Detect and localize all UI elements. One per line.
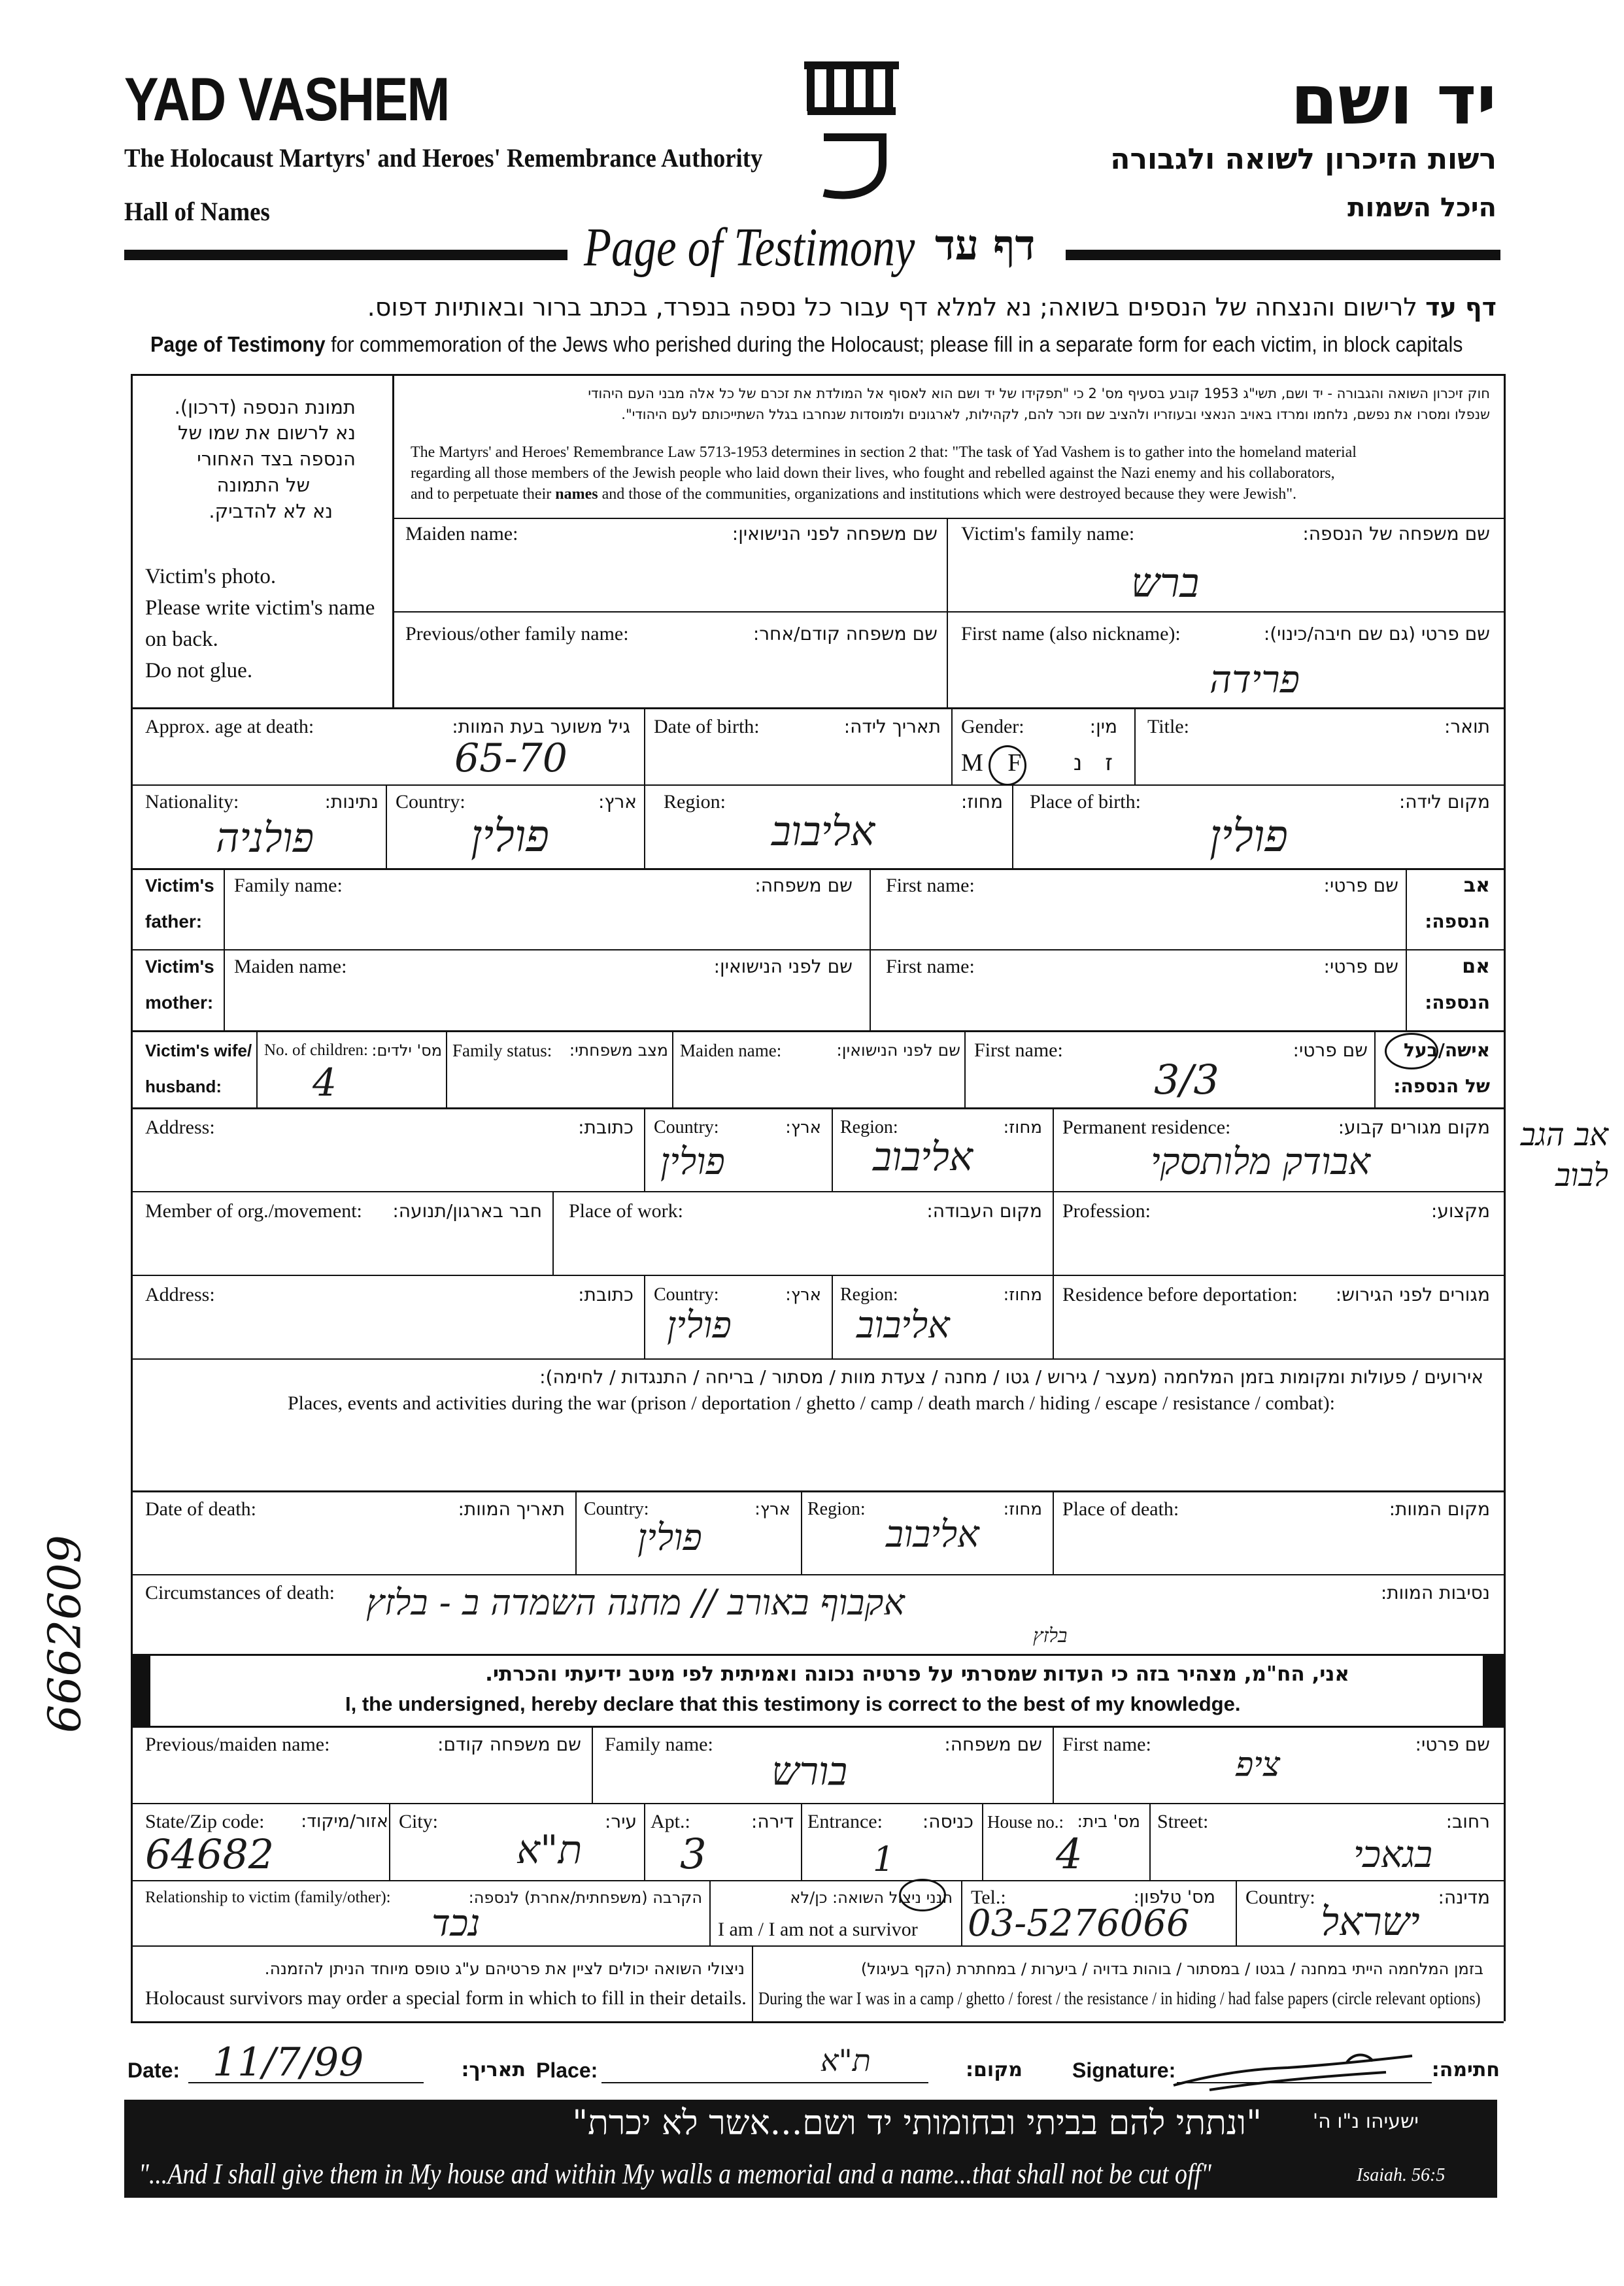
nationality-label-en: Nationality: [145,791,239,813]
law-bottom [392,518,1504,519]
footer-quote-he-src: ישעיהו נ"ו ה' [1312,2110,1419,2133]
row-org-top [131,1191,1504,1192]
death-region-label-en: Region: [807,1499,866,1519]
spouse-he-1: אישה/בעל [1404,1039,1490,1061]
mother-he-2: הנספה: [1425,992,1490,1013]
row-death-top [131,1490,1504,1492]
address-country-label-he: ארץ: [785,1118,821,1137]
address-country-value: פולין [660,1141,725,1183]
hall-en: Hall of Names [124,197,270,226]
first-name-label-en: First name (also nickname): [961,623,1181,645]
footer-quote-en: "...And I shall give them in My house and within My walls a memorial and a name...that shall not be cut off" [139,2158,1211,2190]
row-nat-top [131,784,1504,786]
dob-label-en: Date of birth: [654,716,760,737]
profession-label-he: מקצוע: [1430,1200,1490,1222]
city-label-he: עיר: [604,1811,637,1832]
gender-label-en: Gender: [961,716,1024,737]
res-before-label-en: Residence before deportation: [1062,1284,1298,1305]
circumstances-sub: בלזץ [1033,1624,1068,1647]
addr-split2 [832,1107,833,1191]
addr2-split3 [1053,1275,1054,1358]
family-status-label-en: Family status: [452,1041,552,1060]
hall-he: היכל השמות [1347,193,1497,223]
place-work-label-en: Place of work: [569,1200,683,1222]
victim-family-name-label-en: Victim's family name: [961,523,1135,545]
tel-value: 03-5276066 [968,1902,1190,1945]
footer-quote-en-src: Isaiah. 56:5 [1357,2165,1446,2185]
relationship-value: נכד [431,1902,481,1945]
margin-number: 6662609 [39,1535,92,1733]
approx-age-value: 65-70 [454,735,567,781]
row-addr2-top [131,1275,1504,1276]
gender-options[interactable]: M F [961,749,1031,777]
address-region-label-en: Region: [840,1117,898,1137]
nat-split2 [644,784,645,868]
notes-split [752,1945,753,2021]
survivor-label-en[interactable]: I am / I am not a survivor [718,1919,918,1940]
survivors-note-he: ניצולי השואה יכולים לציין את פרטיהם ע"ג טופס מיוחד הניתן להזמנה. [264,1959,745,1978]
age-split3 [1134,707,1136,784]
num-children-value: 4 [313,1060,337,1105]
date-death-label-he: תאריך המוות: [458,1498,565,1520]
zip-split5 [1149,1803,1151,1880]
city-label-en: City: [399,1811,439,1832]
country2-label-he: מדינה: [1438,1887,1490,1908]
country2-label-en: Country: [1245,1887,1315,1908]
law-he-2: שנפלו ומסרו את נפשם, נלחמו ומרדו באויב הנאצי ובעוזריו ולהציב שם וזכר להם, לקהילות, לארגונים ולמוסדות שנחרבו בגלל השתייכותם לעם היהודי". [621,407,1490,422]
first-name-value: פרידה [1210,657,1300,701]
permanent-res-value: אבודק מלותסקי [1151,1141,1370,1183]
frame-right [1504,374,1506,2021]
house-no-label-he: מס' בית: [1077,1812,1140,1832]
witness-family-label-he: שם משפחה: [944,1734,1042,1755]
country-label-he: ארץ: [598,791,637,813]
instruction-he-text: לרישום והנצחה של הנספים בשואה; נא למלא דף עבור כל נספה בנפרד, בכתב ברור ובאותיות דפוס. [367,293,1418,322]
form-title-he: דף עד [935,221,1036,270]
age-split2 [951,707,953,784]
photo-en-1: Victim's photo. [145,565,277,588]
house-no-value: 4 [1056,1830,1083,1879]
instruction-he-bold: דף עד [1425,293,1497,322]
address2-region-label-he: מחוז: [1003,1285,1042,1305]
wife-split3 [672,1030,673,1107]
row-war-top [131,1358,1504,1360]
death-region-label-he: מחוז: [1003,1500,1042,1519]
instruction-en [150,332,1463,357]
declaration-he: אני, הח"מ, מצהיר בזה כי העדות שמסרתי על פרטיה נכונה ואמיתית לפי מיטב ידיעתי והכרתי. [485,1662,1349,1686]
witness-first-label-he: שם פרטי: [1415,1734,1490,1755]
spouse-first-name-value: 3/3 [1154,1056,1219,1103]
address2-label-en: Address: [145,1284,215,1305]
footer-banner [124,2100,1497,2198]
father-he-2: הנספה: [1425,911,1490,932]
zip-split3 [801,1803,802,1880]
spouse-maiden-label-en: Maiden name: [680,1041,782,1060]
survivors-note-en: Holocaust survivors may order a special form in which to fill in their details. [145,1987,747,2009]
circumstances-label-he: נסיבות המוות: [1380,1582,1490,1604]
father-family-name-label-en: Family name: [234,875,343,896]
father-first-name-label-en: First name: [886,875,975,896]
tel-label-en: Tel.: [971,1887,1006,1908]
approx-age-label-en: Approx. age at death: [145,716,314,737]
country2-value: ישראל [1321,1899,1420,1945]
declaration-en: I, the undersigned, hereby declare that this testimony is correct to the best of my knowledge. [345,1692,1241,1715]
spouse-first-name-label-he: שם פרטי: [1293,1039,1368,1061]
name-mid [392,611,1504,613]
wife-split5 [1374,1030,1376,1107]
dob-label-he: תאריך לידה: [843,716,941,737]
org-name-he: יד ושם [1291,60,1497,140]
first-name-label-he: שם פרטי (גם שם חיבה/כינוי): [1263,623,1490,645]
mother-maiden-label-en: Maiden name: [234,956,347,977]
place-label-he: מקום: [966,2059,1023,2081]
apt-label-he: דירה: [751,1811,794,1832]
photo-en-3: on back. [145,628,218,651]
addr-split3 [1053,1107,1054,1191]
place-death-label-en: Place of death: [1062,1498,1179,1520]
row-circ-top [131,1574,1504,1575]
mother-maiden-label-he: שם לפני הנישואין: [713,956,853,977]
maiden-name-label-en: Maiden name: [405,523,518,545]
mother-victims-label: Victim's [145,956,214,977]
city-value: ת"א [516,1827,583,1873]
place-label-en: Place: [536,2059,598,2082]
wife-split4 [964,1030,966,1107]
circumstances-value: אקבוף באורב // מחנה השמדה ב - בלזץ [366,1582,905,1623]
form-title-en: Page of Testimony [584,217,915,278]
father-victims-label: Victim's [145,875,214,896]
address2-region-label-en: Region: [840,1285,898,1305]
wife-split2 [446,1030,447,1107]
father-first-name-label-he: שם פרטי: [1323,875,1398,896]
date-death-label-en: Date of death: [145,1498,256,1520]
photo-he-3: הנספה בצד האחורי [197,448,356,470]
frame-bottom [131,2021,1504,2023]
row-rel-top [131,1880,1504,1881]
wit-split1 [592,1726,593,1803]
photo-box-right [392,374,394,707]
address-label-en: Address: [145,1117,215,1138]
family-status-label-he: מצב משפחתי: [569,1041,668,1060]
photo-he-1: תמונת הנספה (דרכון). [174,396,356,418]
survivor-circle [899,1879,946,1911]
nat-split1 [386,784,387,868]
row-notes-top [131,1945,1504,1947]
member-org-label-en: Member of org./movement: [145,1200,362,1222]
pob-value: פולין [1210,811,1288,862]
gender-circle-f [989,745,1026,786]
entrance-label-en: Entrance: [807,1811,883,1832]
row-decl-top [131,1654,1504,1656]
spouse-maiden-label-he: שם לפני הנישואין: [836,1041,960,1060]
death-country-label-he: ארץ: [754,1500,790,1519]
address2-country-value: פולין [667,1304,732,1347]
apt-label-en: Apt.: [651,1811,690,1832]
profession-label-en: Profession: [1062,1200,1151,1222]
place-underline [601,2082,928,2083]
row-address-top [131,1107,1504,1109]
house-no-label-en: House no.: [987,1812,1064,1832]
date-label-en: Date: [127,2059,180,2082]
instruction-en-bold: Page of Testimony [150,332,326,356]
gender-options-he[interactable]: ז נ [1073,750,1121,776]
rel-split2 [961,1880,962,1945]
witness-first-value: ציפ [1236,1745,1281,1785]
death-country-value: פולין [637,1517,702,1559]
zip-label-he: אזור/מיקוד: [301,1811,388,1832]
gender-label-he: מין: [1089,716,1117,737]
row-wife-top [131,1030,1504,1032]
apt-value: 3 [680,1830,707,1879]
country-value: פולין [471,811,549,862]
photo-en-4: Do not glue. [145,659,253,682]
title-label-he: תואר: [1444,716,1490,737]
country-label-en: Country: [396,791,465,813]
permanent-res-label-he: מקום מגורים קבוע: [1338,1117,1490,1138]
maiden-name-label-he: שם משפחה לפני הנישואין: [732,523,938,545]
wit-split2 [1053,1726,1054,1803]
relationship-label-en: Relationship to victim (family/other): [145,1889,391,1906]
street-label-he: רחוב: [1446,1811,1490,1832]
place-death-label-he: מקום המוות: [1389,1498,1490,1520]
place-value: ת"א [820,2043,871,2078]
nationality-label-he: נתינות: [324,791,379,813]
footer-quote-he: "ונתתי להם בביתי ובחומותי יד ושם...אשר לא יכרת" [572,2104,1262,2143]
photo-he-2: נא לרשום את שמו של [177,422,356,444]
zip-split1 [389,1803,390,1880]
region-label-he: מחוז: [960,791,1003,813]
address2-country-label-en: Country: [654,1285,719,1305]
margin-note: אב הגב לבוב [1520,1117,1608,1194]
num-children-label-en: No. of children: [264,1041,368,1059]
victim-family-name-value: ברש [1131,559,1200,607]
law-en-3 [411,485,1296,504]
mother-first-name-label-en: First name: [886,956,975,977]
title-label-en: Title: [1147,716,1189,737]
org-split2 [1053,1191,1054,1275]
law-en-2: regarding all those members of the Jewish people who laid down their lives, who fought and rebelled against the Nazi enemy and his collaborators, [411,465,1335,482]
address-label-he: כתובת: [578,1117,634,1138]
declaration-bar-left [131,1654,150,1726]
addr2-split2 [832,1275,833,1358]
entrance-value: 1 [873,1840,895,1879]
survivor-label-he: הנני ניצול השואה: כן/לא [790,1889,953,1907]
law-he-1: חוק זיכרון השואה והגבורה - יד ושם, תשי"ג 1953 קובע בסעיף מס' 2 כי "תפקידו של יד ושם הוא לאסוף אל המולדת את זכרם של כל אלה מבני העם היהודי [588,386,1490,401]
declaration-bar-right [1483,1654,1504,1726]
res-before-label-he: מגורים לפני הגירוש: [1335,1284,1490,1305]
zip-split2 [644,1803,645,1880]
spouse-circle [1385,1033,1438,1069]
address2-region-value: אליבוב [856,1304,950,1347]
nationality-value: פולניה [216,814,314,862]
death-split2 [801,1490,802,1574]
authority-he: רשות הזיכרון לשואה ולגבורה [1110,143,1497,176]
law-en-3c: and those of the communities, organizations and institutions which were destroyed because they were Jewish". [598,486,1297,503]
addr2-split1 [644,1275,645,1358]
signature-label-he: חתימה: [1431,2059,1500,2081]
address-country-label-en: Country: [654,1117,719,1137]
photo-en-2: Please write victim's name [145,596,375,620]
father-family-name-label-he: שם משפחה: [754,875,853,896]
age-split1 [644,707,645,784]
region-label-en: Region: [664,791,726,813]
spouse-label-2: husband: [145,1077,222,1096]
rel-split1 [709,1880,711,1945]
address-region-value: אליבוב [873,1134,973,1180]
zip-label-en: State/Zip code: [145,1811,265,1832]
relationship-label-he: הקרבה (משפחתית/אחרת) לנספה: [468,1889,702,1907]
prev-family-name-label-he: שם משפחה קודם/אחר: [753,623,938,645]
row-witness-top [131,1726,1504,1728]
row-age-top [131,707,1504,709]
prev-family-name-label-en: Previous/other family name: [405,623,629,645]
title-rule-right [1066,250,1500,260]
street-label-en: Street: [1157,1811,1209,1832]
law-en-1: The Martyrs' and Heroes' Remembrance Law 5713-1953 determines in section 2 that: "The task of Yad Vashem is to gather into the homeland material [411,444,1357,461]
zip-value: 64682 [145,1830,275,1878]
member-org-label-he: חבר בארגון/תנועה: [392,1200,542,1222]
mother-he-1: אם [1462,955,1490,978]
org-name-en: YAD VASHEM [124,65,449,133]
father-he-1: אב [1463,874,1490,897]
law-en-3b: names [555,486,598,503]
region-value: אליבוב [771,807,875,855]
address2-label-he: כתובת: [578,1284,634,1305]
date-label-he: תאריך: [461,2059,526,2081]
address2-country-label-he: ארץ: [785,1285,821,1305]
tel-label-he: מס' טלפון: [1133,1887,1215,1908]
row-zip-top [131,1803,1504,1804]
spouse-first-name-label-en: First name: [974,1039,1063,1061]
mother-label: mother: [145,992,214,1013]
approx-age-label-he: גיל משוער בעת המוות: [452,716,630,737]
org-split1 [552,1191,554,1275]
permanent-res-label-en: Permanent residence: [1062,1117,1231,1138]
death-country-label-en: Country: [584,1499,649,1519]
row-mother-top [131,949,1504,950]
pob-label-he: מקום לידה: [1398,791,1490,813]
wife-split1 [256,1030,258,1107]
photo-he-5: נא לא להדביק. [209,500,333,522]
witness-family-label-en: Family name: [605,1734,713,1755]
wartime-he[interactable]: בזמן המלחמה הייתי במחנה / בגטו / במסתור / בוהות בדויה / ביערות / במחתרת (הקף בעיגול) [860,1960,1483,1978]
spouse-he-2: של הנספה: [1393,1075,1490,1097]
instruction-en-text: for commemoration of the Jews who perished during the Holocaust; please fill in a separate form for each victim, in block capitals [331,332,1463,356]
prev-maiden-label-en: Previous/maiden name: [145,1734,330,1755]
signature-label-en: Signature: [1072,2059,1176,2082]
law-en-3a: and to perpetuate their [411,486,556,503]
death-region-value: אליבוב [886,1513,979,1556]
frame-top [131,374,1504,376]
entrance-label-he: כניסה: [922,1811,973,1832]
signature-scribble [1170,2049,1419,2095]
death-split1 [575,1490,577,1574]
pob-label-en: Place of birth: [1030,791,1141,813]
nat-split3 [1012,784,1013,868]
war-events-label-en: Places, events and activities during the war (prison / deportation / ghetto / camp / death march / hiding / escape / resistance / combat): [288,1392,1336,1414]
address-region-label-he: מחוז: [1003,1118,1042,1137]
prev-maiden-label-he: שם משפחה קודם: [437,1734,581,1755]
father-label: father: [145,911,203,932]
spouse-label-1: Victim's wife/ [145,1041,252,1060]
yad-vashem-logo [804,52,902,222]
victim-family-name-label-he: שם משפחה של הנספה: [1302,523,1490,545]
witness-family-value: בורש [771,1749,848,1794]
mother-first-name-label-he: שם פרטי: [1323,956,1398,977]
rel-split3 [1236,1880,1237,1945]
street-value: בגאכי [1353,1834,1433,1876]
circumstances-label-en: Circumstances of death: [145,1582,335,1604]
addr-split1 [644,1107,645,1191]
death-split3 [1053,1490,1054,1574]
photo-he-4: של התמונה [216,474,310,496]
title-rule-left [124,250,567,260]
num-children-label-he: מס' ילדים: [371,1041,442,1060]
name-split [947,518,948,707]
row-father-top [131,868,1504,870]
war-events-label-he: אירועים / פעולות ומקומות בזמן המלחמה (מעצר / גירוש / גטו / מחנה / צעדת מוות / מסתור / בריחה / התנגדות / לחימה): [539,1366,1483,1388]
date-value: 11/7/99 [212,2040,364,2085]
frame-left [131,374,133,2021]
place-work-label-he: מקום העבודה: [926,1200,1042,1222]
authority-en: The Holocaust Martyrs' and Heroes' Remembrance Authority [124,143,763,173]
witness-first-label-en: First name: [1062,1734,1151,1755]
zip-split4 [982,1803,983,1880]
instruction-he [367,293,1497,322]
wartime-en[interactable]: During the war I was in a camp / ghetto / forest / the resistance / in hiding / had false papers (circle relevant options) [758,1989,1481,2008]
